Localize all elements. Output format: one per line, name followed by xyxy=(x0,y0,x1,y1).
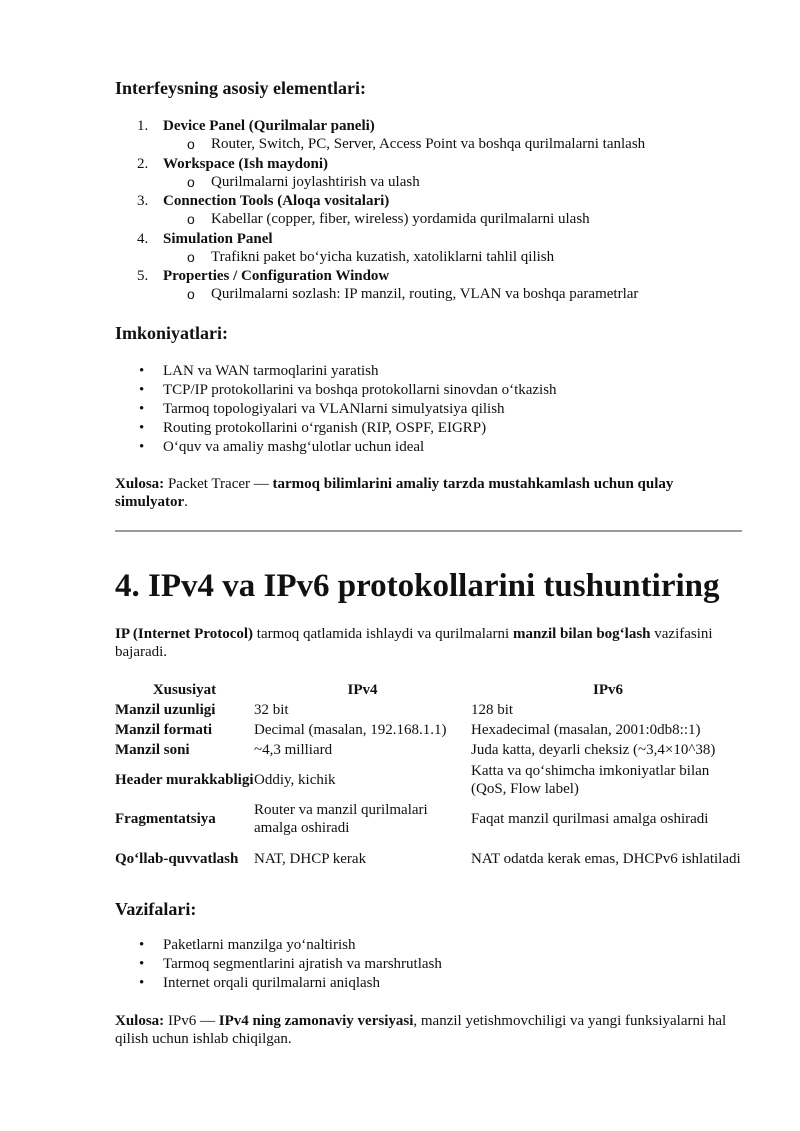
list-item-title: Properties / Configuration Window xyxy=(163,268,390,284)
conclusion-label: Xulosa: xyxy=(115,1013,165,1029)
chapter-heading xyxy=(115,566,745,606)
list-item xyxy=(115,438,745,457)
table-cell-ipv6: Hexadecimal (masalan, 2001:0db8::1) xyxy=(471,722,701,738)
list-item xyxy=(115,117,745,155)
conclusion-paragraph xyxy=(115,475,745,511)
sub-bullet-marker: o xyxy=(187,211,195,227)
table-cell-ipv4: Router va manzil qurilmalari amalga oshiradi xyxy=(254,802,428,836)
table-cell-ipv4: NAT, DHCP kerak xyxy=(254,851,367,867)
section-heading-capabilities: Imkoniyatlari: xyxy=(115,323,229,343)
bullet-marker: • xyxy=(139,420,145,436)
section-capabilities xyxy=(115,322,745,344)
table-cell-feature: Manzil uzunligi xyxy=(115,702,216,718)
list-item xyxy=(115,155,745,193)
bullet-list xyxy=(115,362,745,457)
conclusion-label: Xulosa: xyxy=(115,476,165,492)
table-row xyxy=(115,799,745,839)
capabilities-list xyxy=(115,362,745,457)
list-item-text: Paketlarni manzilga yo‘naltirish xyxy=(163,937,356,953)
bullet-marker: • xyxy=(139,956,145,972)
list-item-title: Device Panel (Qurilmalar paneli) xyxy=(163,118,375,134)
table-row xyxy=(115,760,745,799)
section-heading-interface: Interfeysning asosiy elementlari: xyxy=(115,78,366,98)
list-number: 2. xyxy=(137,155,149,172)
table-cell-feature: Qo‘llab-quvvatlash xyxy=(115,851,239,867)
table-cell-ipv6: Faqat manzil qurilmasi amalga oshiradi xyxy=(471,811,709,827)
sub-bullet-marker: o xyxy=(187,173,195,190)
list-subitem-text: Qurilmalarni sozlash: IP manzil, routing, VLAN va boshqa parametrlar xyxy=(211,286,639,302)
functions-list xyxy=(115,936,745,993)
table-cell-feature: Header murakkabligi xyxy=(115,771,254,788)
table-row xyxy=(115,720,745,740)
list-item xyxy=(115,419,745,438)
list-item-text: Tarmoq segmentlarini ajratish va marshrutlash xyxy=(163,956,442,972)
list-item-text: TCP/IP protokollarini va boshqa protokollarni sinovdan o‘tkazish xyxy=(163,382,557,398)
conclusion-end: . xyxy=(184,494,188,510)
bullet-marker: • xyxy=(139,439,145,455)
list-item xyxy=(115,192,745,230)
conclusion-text: Packet Tracer — xyxy=(164,476,273,492)
list-subitem-text: Qurilmalarni joylashtirish va ulash xyxy=(211,173,420,190)
intro-bold-ip: IP (Internet Protocol) xyxy=(115,626,254,642)
list-subitem-text: Trafikni paket bo‘yicha kuzatish, xatoliklarni tahlil qilish xyxy=(211,248,555,265)
table-header-ipv4: IPv4 xyxy=(347,682,378,698)
table-cell-ipv4: 32 bit xyxy=(254,702,289,718)
list-item xyxy=(115,230,745,268)
intro-paragraph xyxy=(115,625,745,661)
list-subitem xyxy=(115,210,745,228)
intro-text-2: vazifasini bajaradi. xyxy=(115,626,713,660)
sub-bullet-marker: o xyxy=(187,136,195,152)
intro-text-1: tarmoq qatlamida ishlaydi va qurilmalarni xyxy=(253,626,513,642)
list-item-text: Tarmoq topologiyalari va VLANlarni simulyatsiya qilish xyxy=(163,401,505,417)
list-item xyxy=(115,400,745,419)
list-subitem xyxy=(115,285,745,303)
list-item xyxy=(115,362,745,381)
list-item-text: Internet orqali qurilmalarni aniqlash xyxy=(163,975,381,991)
bullet-list xyxy=(115,936,745,993)
interface-elements-list xyxy=(115,117,745,305)
table-row xyxy=(115,740,745,760)
table-cell-ipv6: 128 bit xyxy=(471,702,514,718)
conclusion-bold: tarmoq bilimlarini amaliy tarzda mustahkamlash uchun qulay simulyator xyxy=(115,476,674,510)
table-cell-ipv6: Juda katta, deyarli cheksiz (~3,4×10^38) xyxy=(471,742,716,758)
conclusion-packet-tracer xyxy=(115,475,745,511)
list-subitem xyxy=(115,248,745,266)
bullet-marker: • xyxy=(139,975,145,991)
conclusion-ipv6 xyxy=(115,1012,745,1048)
section-functions xyxy=(115,898,745,920)
list-item xyxy=(115,267,745,305)
table-row xyxy=(115,839,745,879)
list-item xyxy=(115,936,745,955)
sub-bullet-marker: o xyxy=(187,248,195,265)
list-item xyxy=(115,974,745,993)
table-cell-ipv4: Decimal (masalan, 192.168.1.1) xyxy=(254,722,447,738)
bullet-marker: • xyxy=(139,363,145,379)
conclusion-text-end: , manzil yetishmovchiligi va yangi funksiyalarni hal qilish uchun ishlab chiqilgan. xyxy=(115,1013,727,1047)
table-cell-ipv4: Oddiy, kichik xyxy=(254,771,336,788)
conclusion-paragraph xyxy=(115,1012,745,1048)
section-divider xyxy=(115,530,742,532)
comparison-table-wrap xyxy=(115,680,745,879)
bullet-marker: • xyxy=(139,401,145,417)
table-header-row xyxy=(115,680,745,700)
list-item xyxy=(115,955,745,974)
table-cell-ipv4: ~4,3 milliard xyxy=(254,742,333,758)
list-subitem-text: Router, Switch, PC, Server, Access Point va boshqa qurilmalarni tanlash xyxy=(211,136,646,152)
section-heading-functions: Vazifalari: xyxy=(115,899,197,919)
section-interface-elements xyxy=(115,77,745,99)
ip-intro xyxy=(115,625,745,661)
bullet-marker: • xyxy=(139,937,145,953)
list-subitem xyxy=(115,135,745,153)
table-cell-feature: Fragmentatsiya xyxy=(115,811,216,827)
chapter-title: 4. IPv4 va IPv6 protokollarini tushuntiring xyxy=(115,568,720,604)
conclusion-bold: IPv4 ning zamonaviy versiyasi xyxy=(218,1013,414,1029)
table-header-ipv6: IPv6 xyxy=(593,682,623,698)
table-header-feature: Xususiyat xyxy=(152,682,217,698)
numbered-list xyxy=(115,117,745,305)
sub-bullet-marker: o xyxy=(187,286,195,302)
list-item-title: Connection Tools (Aloqa vositalari) xyxy=(163,193,390,209)
intro-bold-address: manzil bilan bog‘lash xyxy=(512,626,651,642)
table-cell-feature: Manzil formati xyxy=(115,722,213,738)
list-item-title: Simulation Panel xyxy=(163,230,273,247)
table-cell-feature: Manzil soni xyxy=(115,742,190,758)
list-item-text: Routing protokollarini o‘rganish (RIP, OSPF, EIGRP) xyxy=(163,420,487,436)
list-item-text: O‘quv va amaliy mashg‘ulotlar uchun ideal xyxy=(163,439,425,455)
table-row xyxy=(115,700,745,720)
bullet-marker: • xyxy=(139,382,145,398)
table-cell-ipv6: NAT odatda kerak emas, DHCPv6 ishlatiladi xyxy=(471,851,741,867)
list-subitem-text: Kabellar (copper, fiber, wireless) yordamida qurilmalarni ulash xyxy=(211,211,590,227)
list-item-text: LAN va WAN tarmoqlarini yaratish xyxy=(163,363,379,379)
list-subitem xyxy=(115,173,745,191)
list-number: 5. xyxy=(137,268,149,284)
list-number: 3. xyxy=(137,193,149,209)
table-cell-ipv6: Katta va qo‘shimcha imkoniyatlar bilan (QoS, Flow label) xyxy=(471,762,710,797)
list-number: 4. xyxy=(137,230,149,247)
conclusion-text: IPv6 — xyxy=(164,1013,219,1029)
ipv4-ipv6-comparison-table xyxy=(115,680,745,879)
list-item-title: Workspace (Ish maydoni) xyxy=(163,155,329,172)
list-item xyxy=(115,381,745,400)
list-number: 1. xyxy=(137,118,149,134)
